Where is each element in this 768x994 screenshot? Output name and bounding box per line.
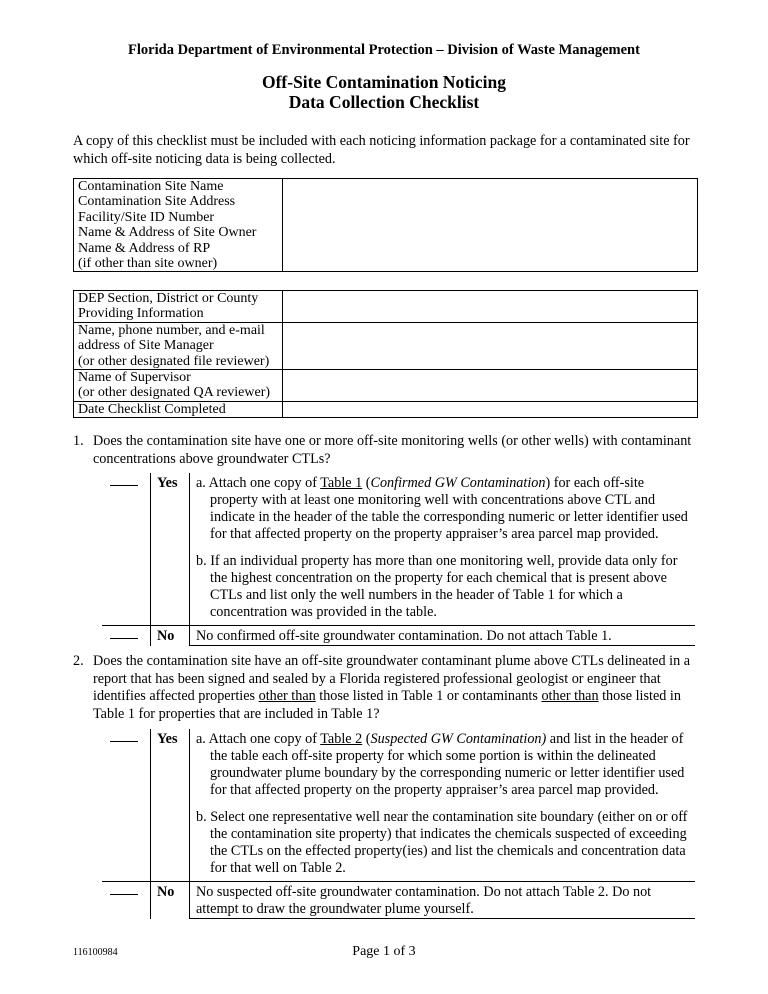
reviewer-label-date: [74, 401, 283, 417]
question-1-number: 1.: [73, 433, 84, 449]
q2-yes-label: Yes: [151, 729, 190, 882]
label-supervisor: Name of Supervisor: [78, 370, 191, 386]
label-dep-section: DEP Section, District or County: [78, 291, 259, 306]
label-manager-address: address of Site Manager: [78, 338, 214, 354]
reviewer-field-supervisor[interactable]: [283, 370, 698, 402]
site-info-labels: [74, 179, 283, 272]
question-1: [73, 433, 703, 468]
q2-yes-item-a: a. Attach one copy of Table 2 (Suspected GW Contamination) and list in the header of the table each off-site property for which some portion is within the delineated groundwater plume boundary by the corresponding numeric or letter identifier used for that affected property on the property appraiser’s area parcel map provided.: [196, 731, 685, 798]
label-site-address: Contamination Site Address: [78, 194, 236, 210]
title-line-2: Data Collection Checklist: [288, 92, 480, 112]
document-title: [0, 72, 768, 112]
label-rp-note: (if other than site owner): [78, 256, 218, 272]
reviewer-field-date[interactable]: [283, 401, 698, 417]
question-1-text: Does the contamination site have one or more off-site monitoring wells (or other wells) with contaminant concentrations above groundwater CTLs?: [93, 433, 692, 467]
table-1-link[interactable]: Table 1: [320, 475, 363, 491]
q1-yes-label: Yes: [151, 473, 190, 626]
q2-yes-item-b: b. Select one representative well near the contamination site boundary (either on or off the contamination site property) that indicates the chemicals suspected of exceeding the CTLs on the effected property(ies) and list the chemicals and concentration data for that well on Table 2.: [196, 809, 688, 876]
label-site-name: Contamination Site Name: [78, 179, 224, 194]
label-date-completed: Date Checklist Completed: [78, 401, 226, 417]
q1-yes-blank[interactable]: [102, 473, 151, 626]
reviewer-info-table: [73, 290, 698, 418]
site-info-entry-field[interactable]: [283, 179, 698, 272]
q1-no-text: No confirmed off-site groundwater contamination. Do not attach Table 1.: [190, 626, 696, 646]
document-id: 116100984: [73, 947, 118, 958]
question-1-answers: [102, 473, 695, 646]
site-info-table: [73, 178, 698, 272]
q2-no-text: No suspected off-site groundwater contamination. Do not attach Table 2. Do not attempt to draw the groundwater plume yourself.: [190, 882, 696, 919]
q2-no-label: No: [151, 882, 190, 919]
q2-yes-instructions: [190, 729, 696, 882]
table-2-link[interactable]: Table 2: [320, 731, 363, 747]
q1-no-blank[interactable]: [102, 626, 151, 646]
intro-paragraph: A copy of this checklist must be included with each noticing information package for a contaminated site for which off-site noticing data is being collected.: [73, 133, 690, 167]
title-line-1: Off-Site Contamination Noticing: [261, 72, 507, 92]
label-rp: Name & Address of RP: [78, 240, 211, 256]
reviewer-field-section[interactable]: [283, 291, 698, 323]
q1-yes-item-b: b. If an individual property has more than one monitoring well, provide data only for the highest concentration on the property for each chemical that is present above CTLs and list only the well numbers in the header of Table 1 for which a concentration was provided in the table.: [196, 553, 678, 620]
question-2: [73, 653, 703, 723]
question-2-text: Does the contamination site have an off-site groundwater contaminant plume above CTLs delineated in a report that has been signed and sealed by a Florida registered professional geologist or engineer that identifies affected properties other than those listed in Table 1 or contaminants other than those listed in Table 1 for properties that are included in Table 1?: [93, 653, 691, 722]
label-manager-note: (or other designated file reviewer): [78, 353, 270, 369]
question-2-answers: [102, 729, 695, 919]
reviewer-label-manager: [74, 322, 283, 369]
agency-header: Florida Department of Environmental Protection – Division of Waste Management: [128, 42, 640, 58]
page-number: Page 1 of 3: [352, 944, 416, 959]
label-providing-info: Providing Information: [78, 306, 204, 322]
question-2-number: 2.: [73, 653, 84, 669]
reviewer-label-section: [74, 291, 283, 323]
q1-no-label: No: [151, 626, 190, 646]
label-site-owner: Name & Address of Site Owner: [78, 225, 257, 241]
q1-yes-item-a: a. Attach one copy of Table 1 (Confirmed GW Contamination) for each off-site property with at least one monitoring well with concentrations above CTL and indicate in the header of the table the corresponding numeric or letter identifier used for that affected property on the property appraiser’s area parcel map provided.: [196, 475, 688, 542]
label-facility-id: Facility/Site ID Number: [78, 209, 215, 225]
reviewer-label-supervisor: [74, 370, 283, 402]
q2-no-blank[interactable]: [102, 882, 151, 919]
q1-yes-instructions: [190, 473, 696, 626]
label-supervisor-note: (or other designated QA reviewer): [78, 385, 271, 401]
q2-yes-blank[interactable]: [102, 729, 151, 882]
label-manager-contact: Name, phone number, and e-mail: [78, 322, 265, 338]
reviewer-field-manager[interactable]: [283, 322, 698, 369]
